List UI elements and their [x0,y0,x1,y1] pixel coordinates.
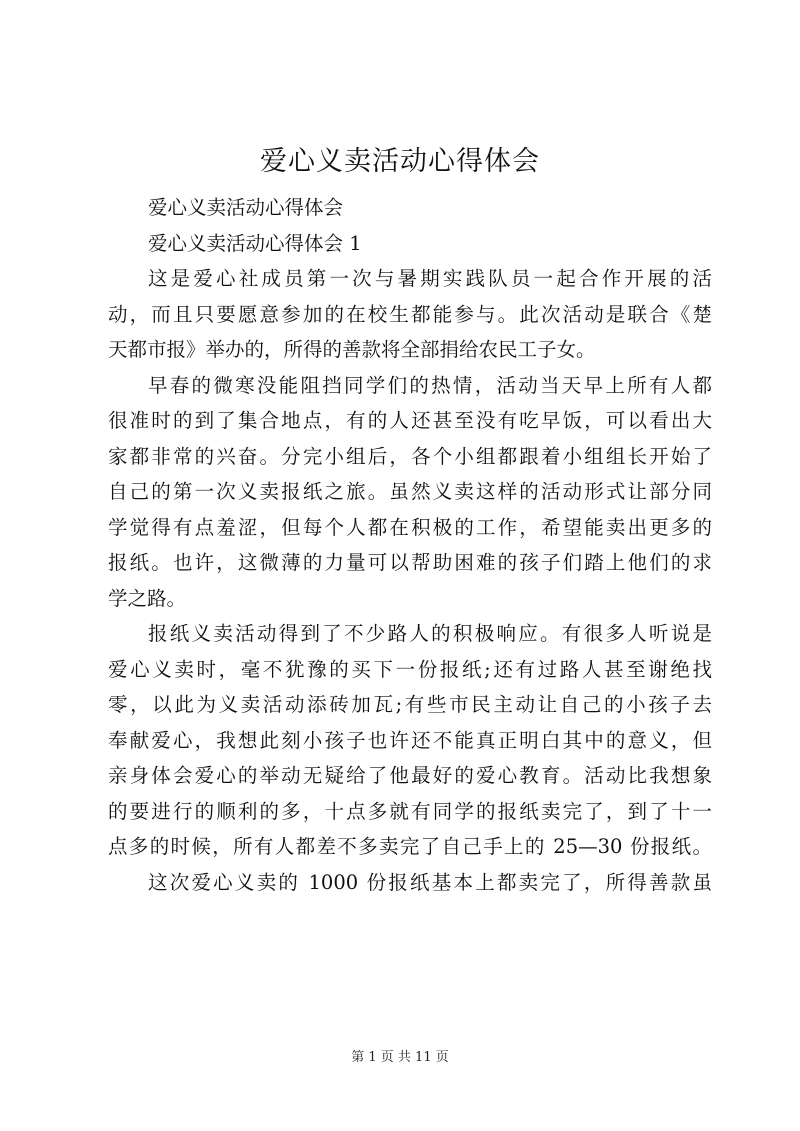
body-line: 奉献爱心，我想此刻小孩子也许还不能真正明白其中的意义，但 [108,728,712,752]
body-line: 这次爱心义卖的 1000 份报纸基本上都卖完了，所得善款虽 [148,870,712,894]
body-line: 学之路。 [108,586,187,610]
body-line: 这是爱心社成员第一次与暑期实践队员一起合作开展的活 [148,267,712,290]
body-line: 的要进行的顺利的多，十点多就有同学的报纸卖完了，到了十一 [108,799,712,823]
body-line: 报纸。也许，这微薄的力量可以帮助困难的孩子们踏上他们的求 [108,551,712,574]
body-line: 报纸义卖活动得到了不少路人的积极响应。有很多人听说是 [148,622,712,645]
page-indicator: 第 1 页 共 11 页 [351,1050,449,1065]
body-line: 天都市报》举办的，所得的善款将全部捐给农民工子女。 [108,338,596,361]
body-line: 早春的微寒没能阻挡同学们的热情，活动当天早上所有人都 [148,373,712,397]
body-line: 很准时的到了集合地点，有的人还甚至没有吃早饭，可以看出大 [108,409,712,432]
body-line: 爱心义卖时，毫不犹豫的买下一份报纸;还有过路人甚至谢绝找 [108,657,712,681]
body-line: 学觉得有点羞涩，但每个人都在积极的工作，希望能卖出更多的 [108,515,712,539]
body-line: 动，而且只要愿意参加的在校生都能参与。此次活动是联合《楚 [108,302,712,326]
body-line: 爱心义卖活动心得体会 1 [148,231,362,255]
body-line: 自己的第一次义卖报纸之旅。虽然义卖这样的活动形式让部分同 [108,480,712,503]
document-title: 爱心义卖活动心得体会 [260,146,540,177]
body-line: 爱心义卖活动心得体会 [148,196,344,219]
body-line: 家都非常的兴奋。分完小组后，各个小组都跟着小组组长开始了 [108,444,712,468]
document-body [108,190,712,900]
body-line: 亲身体会爱心的举动无疑给了他最好的爱心教育。活动比我想象 [108,764,712,787]
body-line: 点多的时候，所有人都差不多卖完了自己手上的 25—30 份报纸。 [108,835,712,858]
body-line: 零，以此为义卖活动添砖加瓦;有些市民主动让自己的小孩子去 [108,693,712,716]
